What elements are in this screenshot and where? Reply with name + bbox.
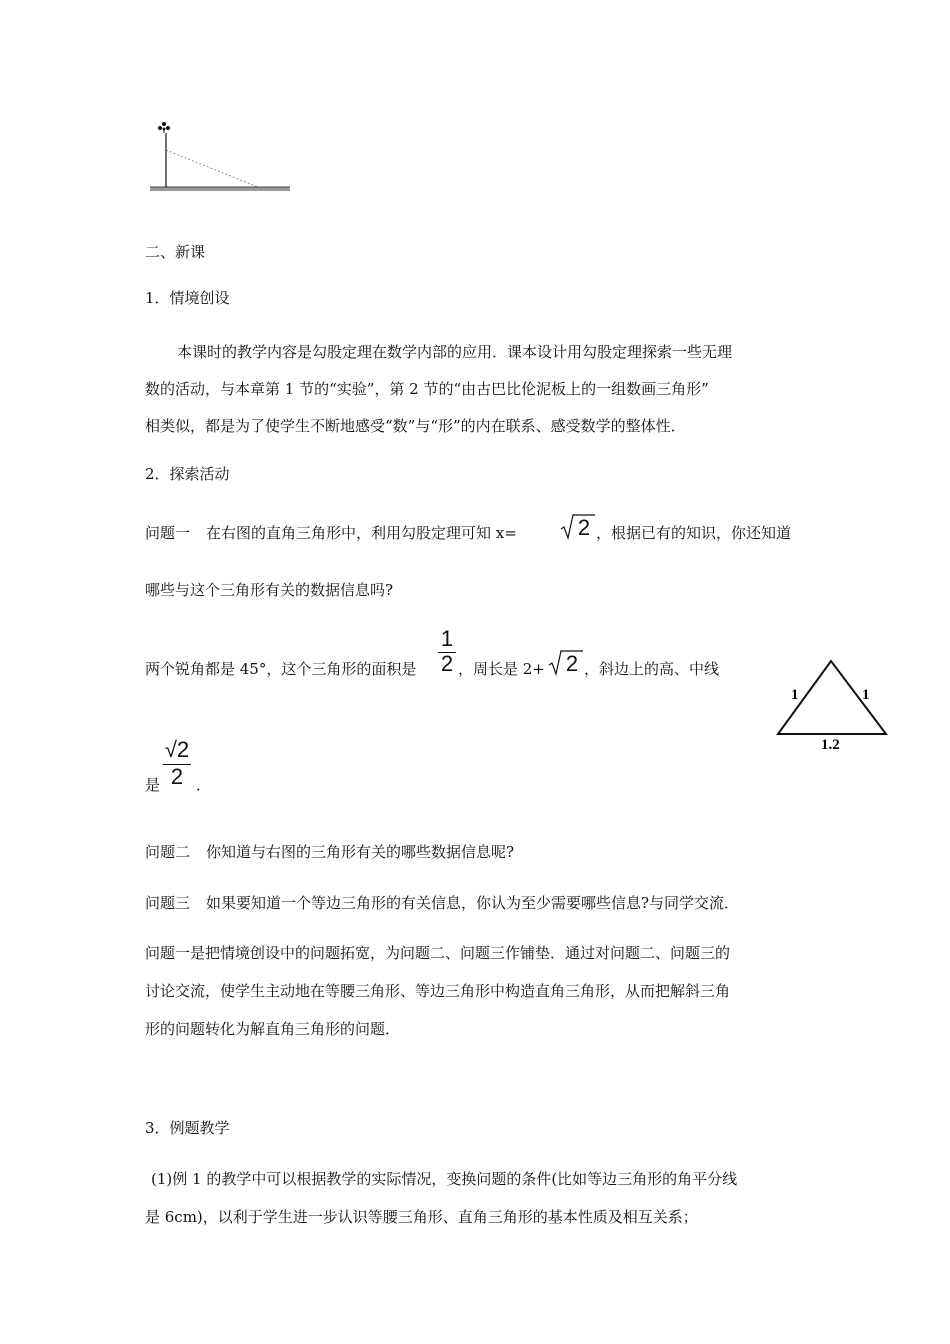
fraction-numerator: √2 (164, 737, 190, 762)
isosceles-triangle-figure (772, 655, 892, 755)
triangle-right-side-label: 1 (862, 687, 870, 703)
sqrt-two-expression (548, 648, 584, 678)
light-ray-line (166, 150, 258, 187)
answer-text-c: ，斜边上的高、中线 (584, 660, 720, 678)
section-heading: 二、新课 (145, 243, 206, 261)
ground-strip (150, 187, 290, 191)
subsection-title-examples: 3．例题教学 (145, 1119, 230, 1137)
question-three-line (145, 893, 739, 913)
sqrt-radicand: 2 (577, 515, 591, 540)
question-two-line (145, 842, 514, 862)
fraction-denominator: 2 (170, 764, 184, 789)
subsection-title-exploration: 2．探索活动 (145, 465, 230, 483)
answer-text-b: ，周长是 2+ (458, 660, 545, 678)
fraction-numerator: 1 (440, 626, 454, 651)
paragraph-line: 是 6cm)，以利于学生进一步认识等腰三角形、直角三角形的基本性质及相互关系； (145, 1208, 698, 1226)
question-one-text-b: ，根据已有的知识，你还知道 (596, 524, 792, 542)
answer-text-a: 两个锐角都是 45°，这个三角形的面积是 (145, 660, 417, 678)
lamp-icon (158, 122, 170, 133)
paragraph-line: 相类似，都是为了使学生不断地感受“数”与“形”的内在联系、感受数学的整体性． (145, 417, 686, 435)
answer-line2-suffix: ． (196, 776, 212, 794)
paragraph-line: 数的活动，与本章第 1 节的“实验”，第 2 节的“由古巴比伦泥板上的一组数画三角形” (145, 380, 709, 398)
triangle-base-label: 1.2 (821, 737, 840, 753)
paragraph-line: 问题一是把情境创设中的问题拓宽，为问题二、问题三作铺垫．通过对问题二、问题三的 (145, 944, 731, 962)
question-three-text: 如果要知道一个等边三角形的有关信息，你认为至少需要哪些信息?与同学交流． (206, 894, 740, 912)
question-one-line (145, 523, 517, 543)
fraction-denominator: 2 (440, 651, 454, 676)
question-two-text: 你知道与右图的三角形有关的哪些数据信息呢? (206, 843, 515, 861)
question-one-label: 问题一 (145, 524, 191, 542)
lamp-pole-figure (145, 112, 295, 198)
paragraph-line: 形的问题转化为解直角三角形的问题． (145, 1020, 401, 1038)
paragraph-line: (1)例 1 的教学中可以根据教学的实际情况，变换问题的条件(比如等边三角形的角平分线 (151, 1170, 738, 1188)
question-one-text-a: 在右图的直角三角形中，利用勾股定理可知 x= (206, 524, 517, 542)
paragraph-line: 讨论交流，使学生主动地在等腰三角形、等边三角形中构造直角三角形，从而把解斜三角 (145, 982, 731, 1000)
fraction-root-two-over-two (160, 738, 194, 790)
triangle-left-side-label: 1 (791, 687, 799, 703)
question-one-line2: 哪些与这个三角形有关的数据信息吗? (145, 581, 394, 599)
answer-line2-prefix: 是 (145, 776, 161, 794)
paragraph-line: 本课时的教学内容是勾股定理在数学内部的应用．课本设计用勾股定理探索一些无理 (177, 343, 733, 361)
sqrt-radicand: 2 (565, 651, 579, 676)
sqrt-two-expression (560, 512, 596, 542)
question-three-label: 问题三 (145, 894, 191, 912)
subsection-title-situation: 1．情境创设 (145, 289, 230, 307)
question-two-label: 问题二 (145, 843, 191, 861)
fraction-one-half (436, 628, 458, 676)
